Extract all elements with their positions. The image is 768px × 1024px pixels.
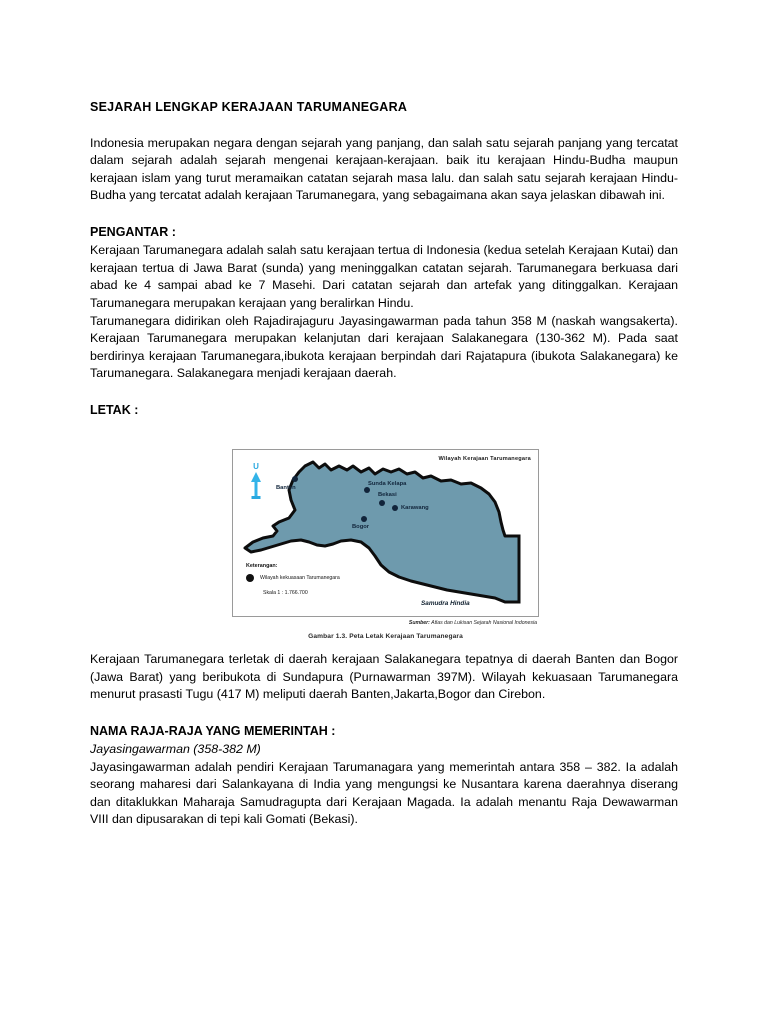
city-dot-icon	[292, 476, 298, 482]
city-dot-icon	[392, 505, 398, 511]
map-title: Wilayah Kerajaan Tarumanegara	[438, 456, 531, 462]
legend-entry-label: Wilayah kekuasaan Tarumanegara	[260, 575, 340, 581]
pengantar-paragraph-2: Tarumanegara didirikan oleh Rajadirajaguru Jayasingawarman pada tahun 358 M (naskah wangsakerta). Kerajaan Tarumanegara merupakan kelanjutan dari kerajaan Salakanegara (130-362 M). Pada saat berdirinya kerajaan Tarumanegara,ibukota kerajaan berpindah dari Rajatapura (ibukota Salakanegara) ke Tarumanegara. Salakanegara menjadi kerajaan daerah.	[90, 313, 678, 381]
map-city-karawang	[392, 505, 398, 511]
map-city-label-bogor: Bogor	[352, 524, 370, 530]
compass-arrow-icon	[251, 472, 261, 499]
city-dot-icon	[364, 487, 370, 493]
map-city-bogor	[361, 516, 367, 522]
intro-paragraph: Indonesia merupakan negara dengan sejarah yang panjang, dan salah satu sejarah panjang yang tercatat dalam sejarah adalah sejarah mengenai kerajaan-kerajaan. baik itu kerajaan Hindu-Budha maupun kerajaan islam yang turut meramaikan catatan sejarah masa lalu. dan salah satu sejarah kerajaan Hindu-Budha yang tercatat adalah kerajaan Tarumanegara, yang sebagaimana akan saya jelaskan dibawah ini.	[90, 135, 678, 203]
legend-scale: Skala 1 : 1.766.700	[263, 590, 308, 596]
map-city-banten	[292, 476, 298, 482]
map-city-label-karawang: Karawang	[401, 505, 429, 511]
legend-entry	[246, 574, 396, 582]
map-ocean-label: Samudra Hindia	[421, 600, 470, 607]
compass-letter: U	[253, 462, 259, 471]
page-title: SEJARAH LENGKAP KERAJAAN TARUMANEGARA	[90, 100, 408, 114]
map-city-sunda-kelapa	[364, 487, 370, 493]
legend-dot-icon	[246, 574, 254, 582]
figure-caption: Gambar 1.3. Peta Letak Kerajaan Tarumanegara	[308, 633, 463, 640]
section-heading-letak: LETAK :	[90, 402, 139, 417]
raja-paragraph: Jayasingawarman adalah pendiri Kerajaan Tarumanagara yang memerintah antara 358 – 382. Ia adalah seorang maharesi dari Salankayana di India yang mengungsi ke Nusantara karena daerahnya diserang dan ditaklukkan Maharaja Samudragupta dari Kerajaan Magada. Ia adalah menantu Raja Dewawarman VIII dan dipusarakan di tepi kali Gomati (Bekasi).	[90, 759, 678, 827]
legend-title: Keterangan:	[246, 563, 278, 569]
map-source-attribution	[232, 620, 539, 626]
map-figure	[90, 441, 678, 651]
pengantar-paragraph-1: Kerajaan Tarumanegara adalah salah satu kerajaan tertua di Indonesia (kedua setelah Kerajaan Kutai) dan kerajaan tertua di Jawa Barat (sunda) yang meninggalkan catatan sejarah. Tarumanegara berkuasa dari abad ke 4 sampai abad ke 7 Masehi. Dari catatan sejarah dan artefak yang ditinggalkan. Kerajaan Tarumanegara merupakan kerajaan yang beralirkan Hindu.	[90, 243, 678, 310]
map-frame	[232, 449, 539, 617]
map-legend	[246, 563, 396, 596]
map-source-text: Atlas dan Lukisan Sejarah Nasional Indonesia	[431, 620, 537, 626]
map-city-label-banten: Banten	[276, 485, 296, 491]
map-city-label-sunda-kelapa: Sunda Kelapa	[368, 481, 407, 487]
compass-north-icon	[248, 462, 264, 502]
letak-paragraph: Kerajaan Tarumanegara terletak di daerah kerajaan Salakanegara tepatnya di daerah Banten dan Bogor (Jawa Barat) yang beribukota di Sundapura (Purnawarman 397M). Wilayah kekuasaan Tarumanegara menurut prasasti Tugu (417 M) meliputi daerah Banten,Jakarta,Bogor dan Cirebon.	[90, 652, 678, 702]
section-heading-pengantar: PENGANTAR :	[90, 225, 176, 239]
city-dot-icon	[379, 500, 385, 506]
map-city-label-bekasi: Bekasi	[378, 492, 397, 498]
map-source-label: Sumber:	[408, 620, 430, 626]
section-heading-raja: NAMA RAJA-RAJA YANG MEMERINTAH :	[90, 723, 336, 738]
city-dot-icon	[361, 516, 367, 522]
document-body	[90, 100, 678, 829]
king-name-subheading: Jayasingawarman (358-382 M)	[90, 741, 261, 756]
map-city-bekasi	[379, 500, 385, 506]
